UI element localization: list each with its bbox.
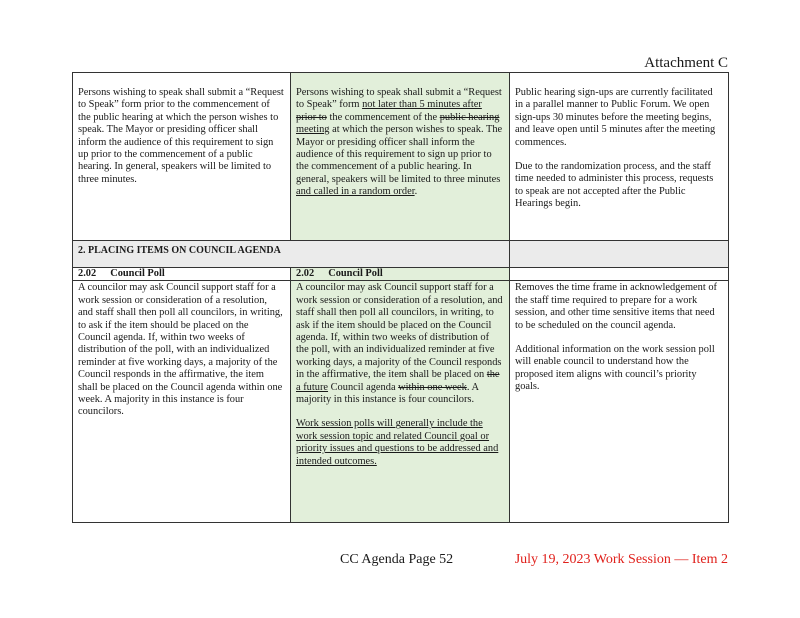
inserted-text: a future — [296, 381, 329, 393]
table-row — [73, 281, 729, 523]
current-text: A councilor may ask Council support staff for a work session or consideration of a resolution, and staff shall then poll all councilors, in writing, to ask if the item should be placed on the Council agenda. If, within two weeks of distribution of the poll, with an individualized reminder at five working days, a majority of the Council responds in the affirmative, the item shall be placed on the Council agenda within one week. A majority in this instance is four councilors. — [78, 282, 283, 418]
inserted-paragraph: Work session polls will generally include the work session topic and related Council goal or priority issues and questions to be addressed and intended outcomes. — [296, 418, 499, 467]
section-heading: 2. PLACING ITEMS ON COUNCIL AGENDA — [73, 241, 510, 268]
deleted-text: prior to — [296, 111, 327, 123]
deleted-text: public hearing — [439, 111, 500, 123]
current-text: Persons wishing to speak shall submit a “Request to Speak” form prior to the commencement of the public hearing at which the person wishes to speak. The Mayor or presiding officer shall inform the audience of this requirement to sign up prior to the commencement of a public hearing. In general, speakers will be limited to three minutes. — [78, 87, 284, 185]
inserted-text: and called in a random order — [296, 186, 415, 198]
proposed-text: Persons wishing to speak shall submit a “Request to Speak” form not later than 5 minutes after prior to the commencement of the public hearing meeting at which the person wishes to speak. The Mayor or presiding officer shall inform the audience of this requirement to sign up prior to the commencement of a public hearing. In general, speakers will be limited to three minutes and called in a random order. — [296, 87, 503, 198]
note-paragraph: Removes the time frame in acknowledgement of the staff time required to prepare for a work session, and other time sensitive items that need to be scheduled on the council agenda. — [515, 282, 717, 331]
section-blank-cell — [510, 241, 729, 268]
section-row — [73, 241, 729, 268]
deleted-text: within one week — [398, 381, 467, 393]
proposed-text-cell — [291, 281, 510, 523]
inserted-text: meeting — [296, 124, 330, 136]
current-text-cell — [73, 281, 291, 523]
table-row — [73, 73, 729, 241]
footer-item-label: July 19, 2023 Work Session — Item 2 — [514, 552, 728, 567]
inserted-text: not later than 5 minutes after — [362, 99, 482, 111]
current-text-cell — [73, 73, 291, 241]
notes-cell — [510, 281, 729, 523]
attachment-label: Attachment C — [644, 55, 728, 71]
note-paragraph: Additional information on the work session poll will enable council to understand how the proposed item aligns with council’s priority goals. — [515, 344, 715, 393]
note-paragraph: Public hearing sign-ups are currently facilitated in a parallel manner to Public Forum. We open sign-ups 30 minutes before the meeting begins, and leave open until 5 minutes after the meeting commences. — [515, 87, 716, 148]
proposed-text: A councilor may ask Council support staff for a work session or consideration of a resolution, and staff shall then poll all councilors, in writing, to ask if the item should be placed on the Council agenda. If, within two weeks of distribution of the poll, with an individualized reminder at five working days, a majority of the Council responds in the affirmative, the item shall be placed on the a future Council agenda within one week. A majority in this instance is four councilors. — [296, 282, 503, 406]
note-paragraph: Due to the randomization process, and the staff time needed to administer this process, requests to speak are not accepted after the Public Hearings begin. — [515, 161, 714, 210]
subsection-blank-cell — [510, 268, 729, 281]
subsection-heading-proposed: 2.02 Council Poll — [291, 268, 510, 281]
subsection-heading: 2.02 Council Poll — [73, 268, 291, 281]
deleted-text: the — [486, 369, 500, 381]
notes-cell — [510, 73, 729, 241]
amendment-table — [72, 72, 729, 523]
footer-page-number: CC Agenda Page 52 — [340, 552, 454, 567]
subsection-row — [73, 268, 729, 281]
proposed-text-cell — [291, 73, 510, 241]
